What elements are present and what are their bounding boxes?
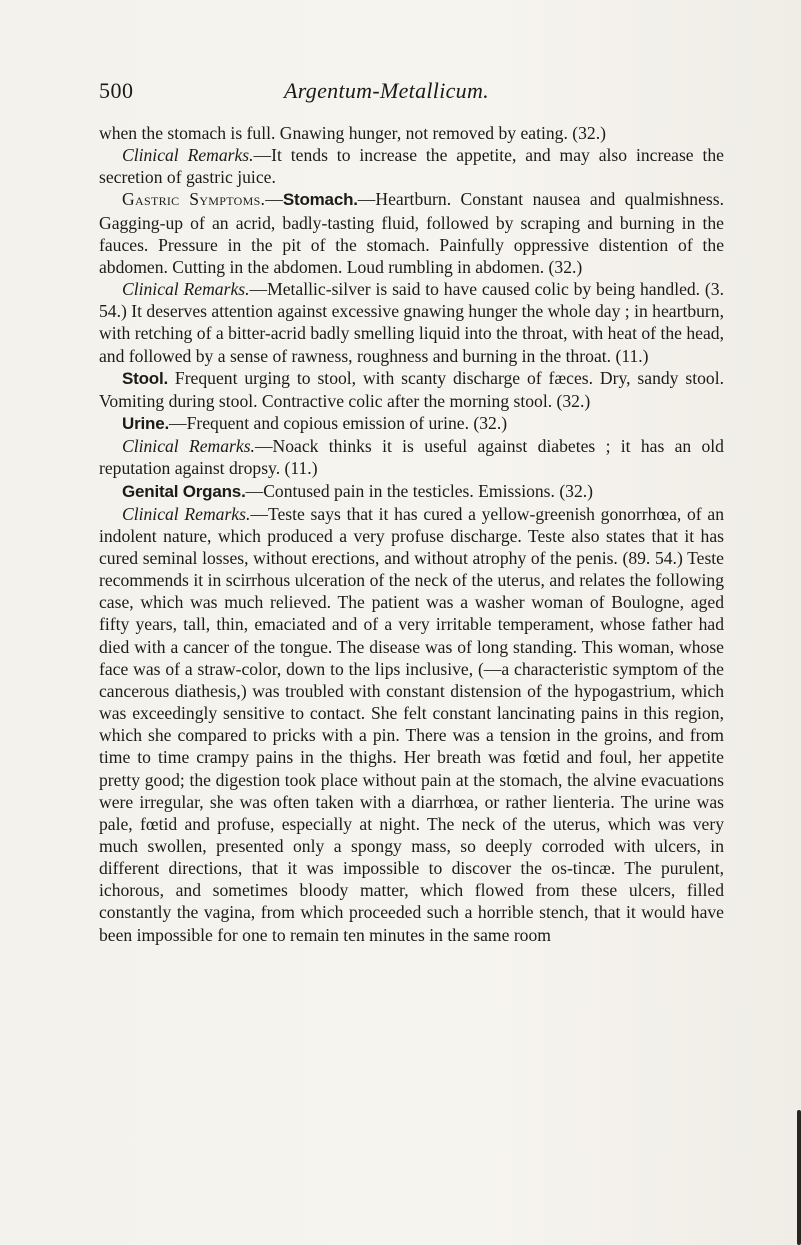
section-heading-urine: Urine. [122,414,169,434]
paragraph-genital-organs: Genital Organs.—Contused pain in the testicles. Emissions. (32.) [122,480,594,501]
section-heading-stomach: Stomach. [282,190,358,210]
paragraph-urine: Urine.—Frequent and copious emission of urine. (32.) [122,413,508,434]
page-edge-mark [797,1110,801,1245]
page-number: 500 [99,78,134,103]
paragraph-gastric-symptoms: Gastric Symptoms.—Stomach.—Heartburn. Constant nausea and qualmishness. Gagging-up of an acrid, badly-tasting fluid, followed by scraping and burning in the fauces. Pressure in the pit of the stomach. Painfully oppressive distention of the abdomen. Cutting in the abdomen. Loud rumbling in abdomen. (32.) [99,189,724,277]
body-text [99,122,724,946]
section-heading-stool: Stool. [122,368,169,388]
paragraph-clinical-remarks-teste: Clinical Remarks.—Teste says that it has cured a yellow-greenish gonorrhœa, of an indolent nature, which produced a very profuse discharge. Teste also states that it has cured seminal losses, without erections, and without atrophy of the penis. (89. 54.) Teste recommends it in scirrhous ulceration of the neck of the uterus, and relates the following case, which was much relieved. The patient was a washer woman of Boulogne, aged fifty years, tall, thin, emaciated and of a very irritable temperament, whose father had died with a cancer of the tongue. The disease was of long standing. This woman, whose face was of a straw-color, down to the lips inclusive, (—a characteristic symptom of the cancerous diathesis,) was troubled with constant distension of the hypogastrium, which was exceedingly sensitive to contact. She felt constant lancinating pains in this region, which she compared to pricks with a pin. There was a tension in the groins, and from time to time crampy pains in the thighs. Her breath was fœtid and foul, her appetite pretty good; the digestion took place without pain at the stomach, the alvine evacuations were irregular, she was often taken with a diarrhœa, or rather lienteria. The urine was pale, fœtid and profuse, especially at night. The neck of the uterus, which was very much swollen, presented only a spongy mass, so deeply corroded with ulcers, in different directions, that it was impossible to discover the os-tincæ. The purulent, ichorous, and sometimes bloody matter, which flowed from these ulcers, filled constantly the vagina, from which proceeded such a horrible stench, that it would have been impossible for one to remain ten minutes in the same room [99,503,724,945]
paragraph-stool: Stool. Frequent urging to stool, with scanty discharge of fæces. Dry, sandy stool. Vomiting during stool. Contractive colic after the morning stool. (32.) [99,367,724,411]
section-heading-genital-organs: Genital Organs. [122,481,246,501]
clinical-remarks-label: Clinical Remarks. [122,279,250,300]
page-header [99,78,724,108]
clinical-remarks-label: Clinical Remarks. [122,436,255,457]
running-title: Argentum-Metallicum. [284,78,489,103]
clinical-remarks-label: Clinical Remarks. [122,503,251,524]
paragraph-clinical-remarks-diabetes: Clinical Remarks.—Noack thinks it is useful against diabetes ; it has an old reputation against dropsy. (11.) [99,436,724,479]
paragraph-stomach-continued: when the stomach is full. Gnawing hunger, not removed by eating. (32.) [99,123,606,143]
paragraph-clinical-remarks-appetite: Clinical Remarks.—It tends to increase the appetite, and may also increase the secretion of gastric juice. [99,145,724,188]
gastric-symptoms-label: Gastric Symptoms. [122,189,266,210]
clinical-remarks-label: Clinical Remarks. [122,145,254,166]
paragraph-clinical-remarks-colic: Clinical Remarks.—Metallic-silver is said to have caused colic by being handled. (3. 54.) It deserves attention against excessive gnawing hunger the whole day ; in heartburn, with retching of a bitter-acrid badly smelling liquid into the throat, with heat of the head, and followed by a sense of rawness, roughness and burning in the throat. (11.) [99,279,724,366]
